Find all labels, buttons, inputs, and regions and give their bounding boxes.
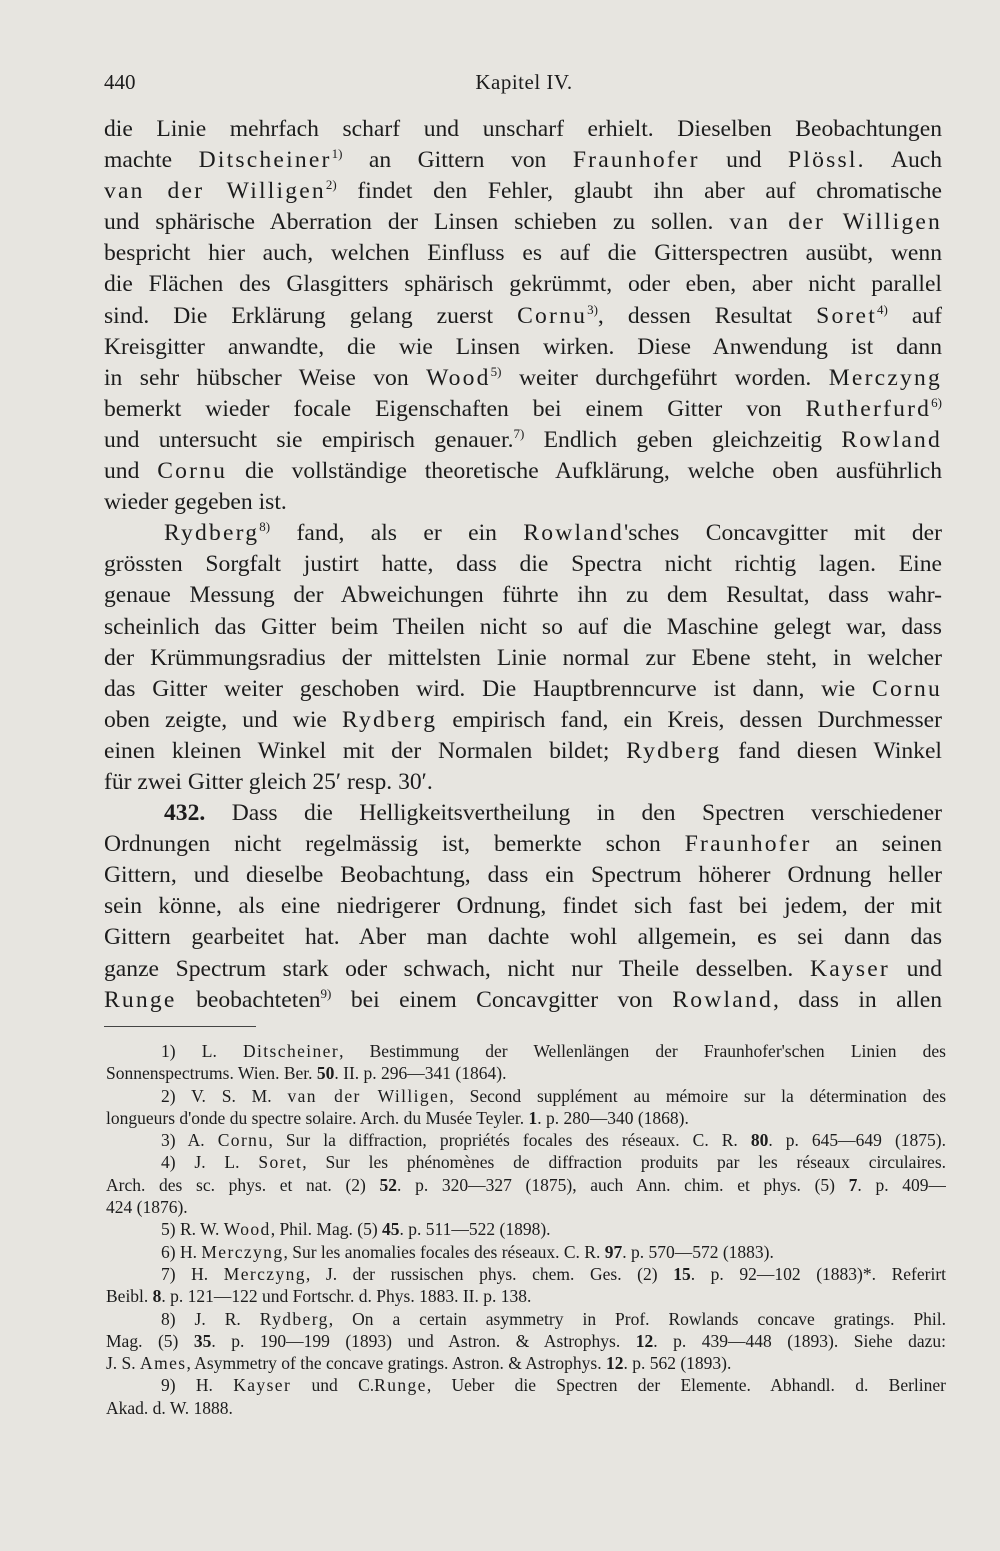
chapter-title: Kapitel IV. [475,70,573,94]
footnote: 8) J. R. Rydberg, On a certain asymmetry in Prof. Rowlands concave gratings. Phil. [161,1308,946,1329]
text-line: genaue Messung der Abweichungen führte ihn zu dem Resultat, dass wahr- [104,582,942,609]
footnote-ref: 4) [876,301,888,317]
footnote-line: Sonnenspectrums. Wien. Ber. 50. II. p. 296—341 (1864). [106,1063,507,1084]
text-line: van der Willigen$^{2)}$ findet den Fehler, glaubt ihn aber auf chromatische [104,177,942,205]
text-line: einen kleinen Winkel mit der Normalen bildet; Rydberg fand diesen Winkel [104,737,942,764]
person-name: Rydberg [626,737,722,764]
text-line: für zwei Gitter gleich 25′ resp. 30′. [104,768,433,795]
text-line: das Gitter weiter geschoben wird. Die Hauptbrenncurve ist dann, wie Cornu [104,675,942,702]
text-line: wieder gegeben ist. [104,489,287,516]
person-name: Fraunhofer [572,147,700,174]
person-name: Rydberg [341,706,438,733]
text-line: Runge beobachteten$^{9)}$ bei einem Concavgitter von Rowland, dass in allen [104,985,942,1013]
person-name: Cornu [517,302,588,329]
text-line: sind. Die Erklärung gelang zuerst Cornu$^{3)}$, dessen Resultat Soret$^{4)}$ auf [104,301,942,329]
person-name: Fraunhofer [684,831,812,858]
text-line: Kreisgitter anwandte, die wie Linsen wirken. Diese Anwendung ist dann [104,333,942,360]
footnote-ref: 3) [587,301,598,317]
footnote-ref: 5) [490,363,502,379]
text-line: scheinlich das Gitter beim Theilen nicht so auf die Maschine gelegt war, dass [104,613,942,640]
text-line: Rydberg$^{8)}$ fand, als er ein Rowland'sches Concavgitter mit der [164,519,942,547]
footnote: 2) V. S. M. van der Willigen, Second supplément au mémoire sur la détermination des [161,1085,946,1106]
text-line: und Cornu die vollständige theoretische Aufklärung, welche oben ausführlich [104,458,942,485]
text-line: der Krümmungsradius der mittelsten Linie normal zur Ebene steht, in welcher [104,644,942,671]
footnote-line: longueurs d'onde du spectre solaire. Arch. du Musée Teyler. 1. p. 280—340 (1868). [106,1107,689,1128]
footnote: 4) J. L. Soret, Sur les phénomènes de diffraction produits par les réseaux circulaires. [161,1152,946,1173]
text-line: sein könne, als eine niedrigerer Ordnung, findet sich fast bei jedem, der mit [104,893,942,920]
person-name: Runge [104,986,177,1013]
footnote-ref: 6) [931,394,942,410]
page-header [104,70,944,100]
text-line: machte Ditscheiner$^{1)}$ an Gittern von Fraunhofer und Plössl. Auch [104,146,942,174]
person-name: Merczyng [828,364,942,391]
footnote: 6) H. Merczyng, Sur les anomalies focales des réseaux. C. R. 97. p. 570—572 (1883). [161,1241,774,1262]
text-line: Gittern gearbeitet hat. Aber man dachte wohl allgemein, es sei dann das [104,924,942,951]
footnote-ref: 1) [331,146,343,162]
footnote-line: 424 (1876). [106,1197,188,1218]
footnote-line: Mag. (5) 35. p. 190—199 (1893) und Astron. & Astrophys. 12. p. 439—448 (1893). Siehe dazu: [106,1330,946,1351]
footnote-ref: 8) [259,519,271,535]
footnote-line: Beibl. 8. p. 121—122 und Fortschr. d. Phys. 1883. II. p. 138. [106,1286,532,1307]
text-line: ganze Spectrum stark oder schwach, nicht nur Theile desselben. Kayser und [104,955,942,982]
text-line: und sphärische Aberration der Linsen schieben zu sollen. van der Willigen [104,209,942,236]
text-line: bemerkt wieder focale Eigenschaften bei einem Gitter von Rutherfurd$^{6)}$ [104,394,942,422]
text-line: bespricht hier auch, welchen Einfluss es auf die Gitterspectren ausübt, wenn [104,240,942,267]
text-line: Gittern, und dieselbe Beobachtung, dass ein Spectrum höherer Ordnung heller [104,862,942,889]
footnote: 3) A. Cornu, Sur la diffraction, propriétés focales des réseaux. C. R. 80. p. 645—649 (1875). [161,1130,946,1151]
footnotes [106,1040,946,1419]
footnote-ref: 9) [320,985,332,1001]
text-line: die Linie mehrfach scharf und unscharf erhielt. Dieselben Beobachtungen [104,116,942,142]
text-line: Ordnungen nicht regelmässig ist, bemerkte schon Fraunhofer an seinen [104,831,942,858]
text-line: 432. Dass die Helligkeitsvertheilung in den Spectren verschiedener [164,800,942,827]
person-name: Rydberg [164,520,260,547]
footnote: 5) R. W. Wood, Phil. Mag. (5) 45. p. 511—522 (1898). [161,1219,551,1240]
body-text [104,114,942,1016]
person-name: Wood [426,364,491,391]
footnote: 1) L. Ditscheiner, Bestimmung der Wellenlängen der Fraunhofer'schen Linien des [161,1041,946,1061]
person-name: Plössl. [788,147,866,174]
footnote-ref: 7) [513,425,525,441]
footnote: 9) H. Kayser und C.Runge, Ueber die Spectren der Elemente. Abhandl. d. Berliner [161,1375,946,1396]
text-line: die Flächen des Glasgitters sphärisch gekrümmt, oder eben, aber nicht parallel [104,271,942,298]
person-name: Rutherfurd [805,395,932,422]
person-name: Rowland [523,520,624,547]
page-number: 440 [104,70,136,94]
person-name: Rowland [672,986,773,1013]
person-name: Rowland [841,426,942,453]
person-name: Cornu [872,675,942,702]
footnote-line: Akad. d. W. 1888. [106,1397,233,1418]
text-line: in sehr hübscher Weise von Wood$^{5)}$ weiter durchgeführt worden. Merczyng [104,363,942,391]
footnote-line: J. S. Ames, Asymmetry of the concave gratings. Astron. & Astrophys. 12. p. 562 (1893). [106,1353,732,1374]
footnote-divider [104,1026,256,1027]
text-line: grössten Sorgfalt justirt hatte, dass die Spectra nicht richtig lagen. Eine [104,551,942,578]
text-line: oben zeigte, und wie Rydberg empirisch fand, ein Kreis, dessen Durchmesser [104,706,942,733]
person-name: van der Willigen [729,209,942,236]
text-line: und untersucht sie empirisch genauer.$^{7)}$ Endlich geben gleichzeitig Rowland [104,425,942,453]
footnote: 7) H. Merczyng, J. der russischen phys. chem. Ges. (2) 15. p. 92—102 (1883)*. Referirt [161,1263,946,1284]
person-name: Cornu [157,458,228,485]
footnote-ref: 2) [325,177,337,193]
section-number: 432. [164,800,206,827]
person-name: Ditscheiner [198,147,332,174]
person-name: Kayser [809,955,890,982]
person-name: Soret [816,302,877,329]
footnote-line: Arch. des sc. phys. et nat. (2) 52. p. 320—327 (1875), auch Ann. chim. et phys. (5) 7. p. 409— [106,1174,946,1195]
person-name: van der Willigen [104,178,326,205]
